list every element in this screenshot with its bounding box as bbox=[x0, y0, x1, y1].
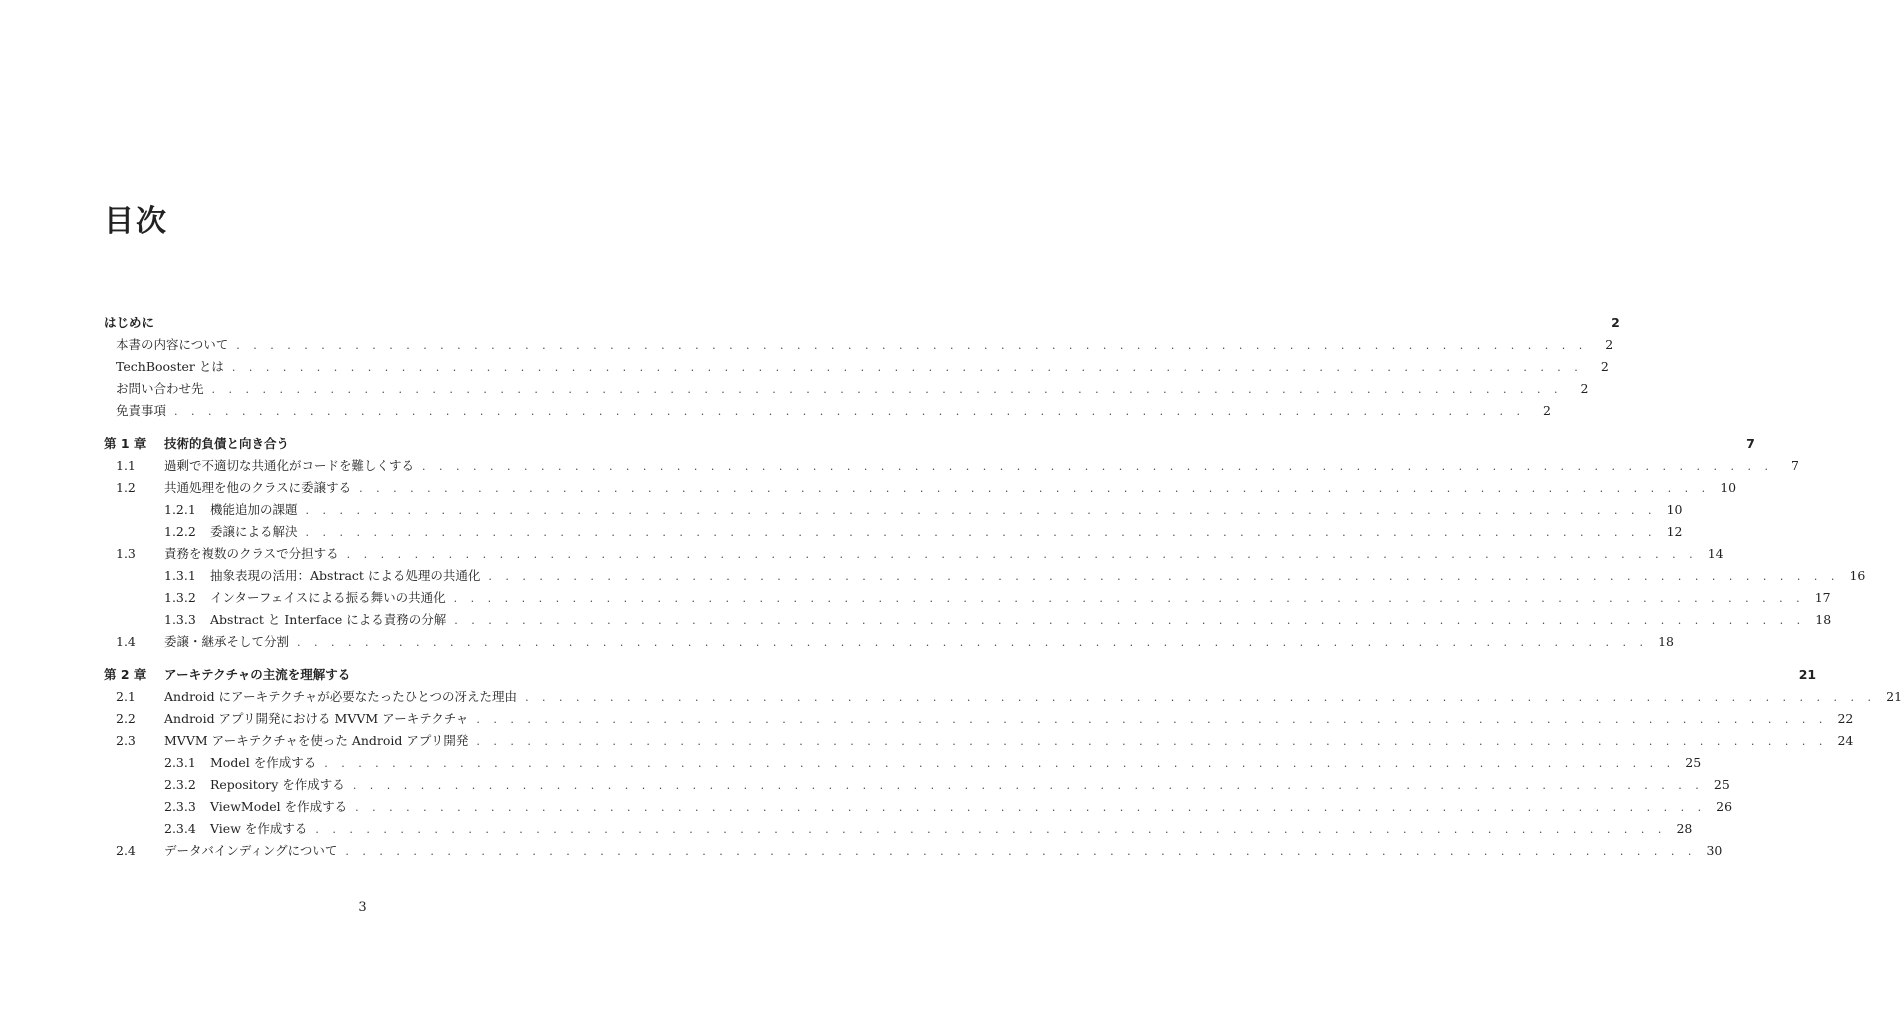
page-title: 目次 bbox=[104, 204, 168, 239]
toc-entry-title: Model を作成する bbox=[210, 755, 317, 770]
toc-entry-sec[interactable] bbox=[104, 477, 1737, 499]
dot-leader: . . . . . . . . . . . . . . . . . . . . . . . . . . . . . . . . . . . . . . . . . . . . . . . . . . . . . . . . . . . . . . . . . . . . . . . . . . . . . . . . bbox=[305, 526, 1657, 539]
dot-leader: . . . . . . . . . . . . . . . . . . . . . . . . . . . . . . . . . . . . . . . . . . . . . . . . . . . . . . . . . . . . . . . . . . . . . . . . . . . . . . . . bbox=[488, 570, 1840, 583]
toc-entry-page: 21 bbox=[1798, 667, 1817, 682]
toc-entry-page: 21 bbox=[1886, 689, 1902, 704]
toc-entry-title: インターフェイスによる振る舞いの共通化 bbox=[210, 590, 446, 605]
toc-entry-subsec[interactable] bbox=[104, 521, 1683, 543]
toc-entry-sec[interactable] bbox=[104, 686, 1902, 708]
toc-entry-title: TechBooster とは bbox=[116, 359, 224, 374]
toc-entry-chapter[interactable] bbox=[104, 664, 1817, 686]
toc-entry-page: 2 bbox=[1600, 359, 1609, 374]
toc-entry-page: 10 bbox=[1720, 480, 1737, 495]
toc-entry-subsec[interactable] bbox=[104, 796, 1733, 818]
toc-entry-number: 1.3.1 bbox=[164, 568, 196, 583]
toc-entry-chapter[interactable] bbox=[104, 433, 1755, 455]
toc-entry-number: 1.3.3 bbox=[164, 612, 196, 627]
toc-entry-subsec[interactable] bbox=[104, 565, 1866, 587]
toc-entry-number: 2.2 bbox=[116, 711, 136, 726]
toc-entry-page: 2 bbox=[1543, 403, 1551, 418]
toc-entry-title: Android にアーキテクチャが必要なたったひとつの冴えた理由 bbox=[164, 689, 518, 704]
toc-entry-sec[interactable] bbox=[104, 730, 1854, 752]
toc-entry-part[interactable] bbox=[104, 312, 1620, 334]
toc-entry-page: 18 bbox=[1658, 634, 1674, 649]
toc-entry-subsec[interactable] bbox=[104, 774, 1730, 796]
toc-entry-number: 1.2.2 bbox=[164, 524, 196, 539]
toc-entry-number: 2.1 bbox=[116, 689, 136, 704]
toc-entry-number: 1.2 bbox=[116, 480, 136, 495]
toc-entry-subsec[interactable] bbox=[104, 499, 1683, 521]
toc-entry-page: 25 bbox=[1685, 755, 1702, 770]
toc-entry-number: 1.2.1 bbox=[164, 502, 196, 517]
dot-leader: . . . . . . . . . . . . . . . . . . . . . . . . . . . . . . . . . . . . . . . . . . . . . . . . . . . . . . . . . . . . . . . . . . . . . . . . . . . . . . . . bbox=[231, 361, 1583, 374]
toc-entry-page: 2 bbox=[1611, 315, 1620, 330]
dot-leader: . . . . . . . . . . . . . . . . . . . . . . . . . . . . . . . . . . . . . . . . . . . . . . . . . . . . . . . . . . . . . . . . . . . . . . . . . . . . . . . . bbox=[422, 460, 1773, 473]
dot-leader: . . . . . . . . . . . . . . . . . . . . . . . . . . . . . . . . . . . . . . . . . . . . . . . . . . . . . . . . . . . . . . . . . . . . . . . . . . . . . . . . bbox=[476, 713, 1828, 726]
toc-entry-page: 28 bbox=[1676, 821, 1693, 836]
toc-entry-page: 22 bbox=[1837, 711, 1854, 726]
toc-entry-title: お問い合わせ先 bbox=[116, 381, 204, 396]
toc-entry-front[interactable] bbox=[104, 334, 1614, 356]
toc-entry-number: 第 2 章 bbox=[104, 667, 147, 682]
table-of-contents bbox=[104, 310, 1902, 862]
toc-entry-sec[interactable] bbox=[104, 708, 1854, 730]
toc-entry-sec[interactable] bbox=[104, 840, 1723, 862]
dot-leader: . . . . . . . . . . . . . . . . . . . . . . . . . . . . . . . . . . . . . . . . . . . . . . . . . . . . . . . . . . . . . . . . . . . . . . . . . . . . . . . . bbox=[352, 779, 1704, 792]
toc-entry-front[interactable] bbox=[104, 400, 1551, 422]
toc-entry-number: 2.4 bbox=[116, 843, 136, 858]
toc-entry-number: 2.3.1 bbox=[164, 755, 196, 770]
toc-entry-subsec[interactable] bbox=[104, 587, 1831, 609]
toc-entry-page: 10 bbox=[1666, 502, 1683, 517]
toc-entry-page: 2 bbox=[1580, 381, 1589, 396]
toc-entry-title: MVVM アーキテクチャを使った Android アプリ開発 bbox=[164, 733, 469, 748]
toc-entry-page: 16 bbox=[1849, 568, 1866, 583]
toc-entry-number: 2.3.4 bbox=[164, 821, 196, 836]
toc-entry-page: 26 bbox=[1716, 799, 1733, 814]
toc-entry-subsec[interactable] bbox=[104, 752, 1702, 774]
toc-entry-title: 責務を複数のクラスで分担する bbox=[164, 546, 339, 561]
dot-leader: . . . . . . . . . . . . . . . . . . . . . . . . . . . . . . . . . . . . . . . . . . . . . . . . . . . . . . . . . . . . . . . . . . . . . . . . . . . . . . . . bbox=[454, 614, 1806, 627]
toc-entry-title: 機能追加の課題 bbox=[210, 502, 298, 517]
toc-entry-number: 2.3.2 bbox=[164, 777, 196, 792]
toc-entry-page: 12 bbox=[1666, 524, 1683, 539]
toc-entry-sec[interactable] bbox=[104, 543, 1724, 565]
toc-entry-front[interactable] bbox=[104, 378, 1589, 400]
toc-entry-subsec[interactable] bbox=[104, 818, 1693, 840]
toc-entry-title: Android アプリ開発における MVVM アーキテクチャ bbox=[164, 711, 469, 726]
toc-entry-number: 2.3 bbox=[116, 733, 136, 748]
toc-entry-sec[interactable] bbox=[104, 631, 1674, 653]
toc-entry-subsec[interactable] bbox=[104, 609, 1832, 631]
dot-leader: . . . . . . . . . . . . . . . . . . . . . . . . . . . . . . . . . . . . . . . . . . . . . . . . . . . . . . . . . . . . . . . . . . . . . . . . . . . . . . . . bbox=[525, 691, 1877, 704]
dot-leader: . . . . . . . . . . . . . . . . . . . . . . . . . . . . . . . . . . . . . . . . . . . . . . . . . . . . . . . . . . . . . . . . . . . . . . . . . . . . . . . . bbox=[355, 801, 1707, 814]
toc-entry-page: 17 bbox=[1814, 590, 1831, 605]
dot-leader: . . . . . . . . . . . . . . . . . . . . . . . . . . . . . . . . . . . . . . . . . . . . . . . . . . . . . . . . . . . . . . . . . . . . . . . . . . . . . . . . bbox=[359, 482, 1711, 495]
toc-entry-number: 1.1 bbox=[116, 458, 136, 473]
toc-entry-number: 2.3.3 bbox=[164, 799, 196, 814]
dot-leader: . . . . . . . . . . . . . . . . . . . . . . . . . . . . . . . . . . . . . . . . . . . . . . . . . . . . . . . . . . . . . . . . . . . . . . . . . . . . . . . . bbox=[236, 339, 1588, 352]
dot-leader: . . . . . . . . . . . . . . . . . . . . . . . . . . . . . . . . . . . . . . . . . . . . . . . . . . . . . . . . . . . . . . . . . . . . . . . . . . . . . . . . bbox=[324, 757, 1676, 770]
dot-leader: . . . . . . . . . . . . . . . . . . . . . . . . . . . . . . . . . . . . . . . . . . . . . . . . . . . . . . . . . . . . . . . . . . . . . . . . . . . . . . . . bbox=[345, 845, 1697, 858]
toc-entry-title: アーキテクチャの主流を理解する bbox=[164, 667, 351, 682]
toc-entry-number: 1.3.2 bbox=[164, 590, 196, 605]
toc-entry-page: 25 bbox=[1713, 777, 1730, 792]
toc-entry-page: 30 bbox=[1706, 843, 1723, 858]
toc-entry-page: 24 bbox=[1837, 733, 1854, 748]
toc-entry-title: ViewModel を作成する bbox=[210, 799, 348, 814]
toc-entry-page: 7 bbox=[1746, 436, 1755, 451]
toc-entry-page: 2 bbox=[1605, 337, 1614, 352]
toc-entry-number: 1.3 bbox=[116, 546, 136, 561]
dot-leader: . . . . . . . . . . . . . . . . . . . . . . . . . . . . . . . . . . . . . . . . . . . . . . . . . . . . . . . . . . . . . . . . . . . . . . . . . . . . . . . . bbox=[315, 823, 1667, 836]
toc-entry-title: 抽象表現の活用：Abstract による処理の共通化 bbox=[210, 568, 481, 583]
toc-entry-page: 7 bbox=[1791, 458, 1799, 473]
toc-entry-title: データバインディングについて bbox=[164, 843, 338, 858]
toc-entry-sec[interactable] bbox=[104, 455, 1799, 477]
dot-leader: . . . . . . . . . . . . . . . . . . . . . . . . . . . . . . . . . . . . . . . . . . . . . . . . . . . . . . . . . . . . . . . . . . . . . . . . . . . . . . . . bbox=[211, 383, 1563, 396]
page-number: 3 bbox=[358, 900, 367, 915]
toc-entry-title: Repository を作成する bbox=[210, 777, 345, 792]
toc-entry-title: 本書の内容について bbox=[116, 337, 229, 352]
toc-entry-page: 14 bbox=[1707, 546, 1724, 561]
toc-entry-title: 技術的負債と向き合う bbox=[164, 436, 290, 451]
toc-entry-title: Abstract と Interface による責務の分解 bbox=[210, 612, 447, 627]
dot-leader: . . . . . . . . . . . . . . . . . . . . . . . . . . . . . . . . . . . . . . . . . . . . . . . . . . . . . . . . . . . . . . . . . . . . . . . . . . . . . . . . bbox=[346, 548, 1698, 561]
dot-leader: . . . . . . . . . . . . . . . . . . . . . . . . . . . . . . . . . . . . . . . . . . . . . . . . . . . . . . . . . . . . . . . . . . . . . . . . . . . . . . . . bbox=[453, 592, 1805, 605]
toc-entry-number: 1.4 bbox=[116, 634, 136, 649]
toc-entry-title: 過剰で不適切な共通化がコードを難しくする bbox=[164, 458, 415, 473]
toc-entry-title: 委譲による解決 bbox=[210, 524, 298, 539]
toc-entry-title: 共通処理を他のクラスに委譲する bbox=[164, 480, 352, 495]
dot-leader: . . . . . . . . . . . . . . . . . . . . . . . . . . . . . . . . . . . . . . . . . . . . . . . . . . . . . . . . . . . . . . . . . . . . . . . . . . . . . . . . bbox=[305, 504, 1657, 517]
dot-leader: . . . . . . . . . . . . . . . . . . . . . . . . . . . . . . . . . . . . . . . . . . . . . . . . . . . . . . . . . . . . . . . . . . . . . . . . . . . . . . . . bbox=[174, 405, 1525, 418]
toc-entry-front[interactable] bbox=[104, 356, 1609, 378]
toc-entry-number: 第 1 章 bbox=[104, 436, 147, 451]
toc-entry-title: はじめに bbox=[104, 315, 155, 330]
toc-entry-page: 18 bbox=[1815, 612, 1832, 627]
toc-entry-title: 免責事項 bbox=[116, 403, 167, 418]
toc-entry-title: 委譲・継承そして分割 bbox=[164, 634, 290, 649]
dot-leader: . . . . . . . . . . . . . . . . . . . . . . . . . . . . . . . . . . . . . . . . . . . . . . . . . . . . . . . . . . . . . . . . . . . . . . . . . . . . . . . . bbox=[297, 636, 1648, 649]
toc-entry-title: View を作成する bbox=[210, 821, 308, 836]
dot-leader: . . . . . . . . . . . . . . . . . . . . . . . . . . . . . . . . . . . . . . . . . . . . . . . . . . . . . . . . . . . . . . . . . . . . . . . . . . . . . . . . bbox=[476, 735, 1828, 748]
